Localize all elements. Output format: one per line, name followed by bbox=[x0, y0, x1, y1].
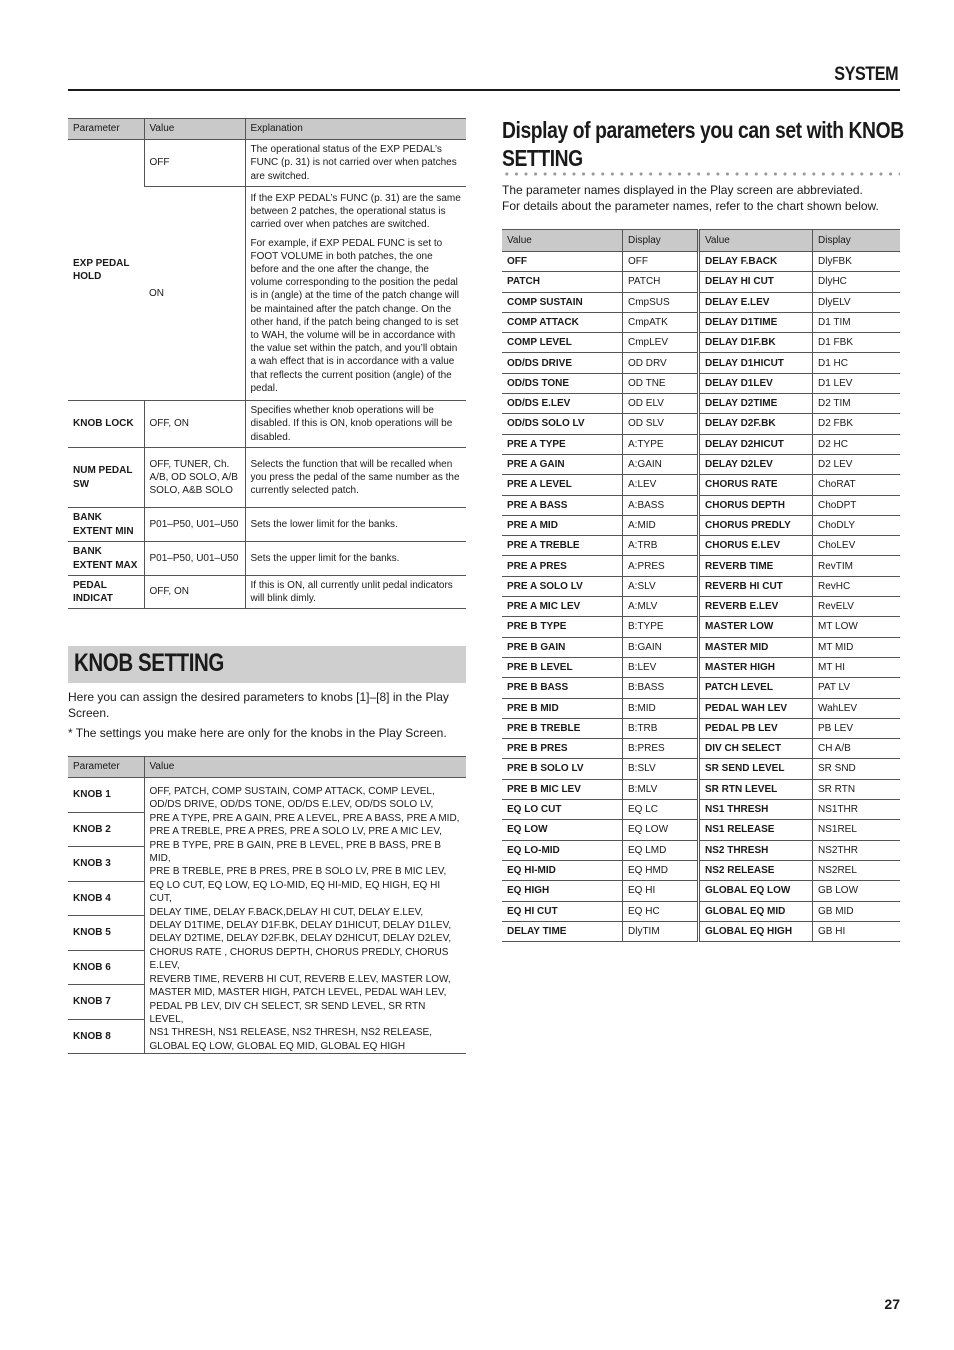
value-cell: PRE A BASS bbox=[502, 495, 623, 515]
value-line: PEDAL PB LEV, DIV CH SELECT, SR SEND LEVEL, SR RTN LEVEL, bbox=[149, 1000, 426, 1025]
value-cell: NS1 THRESH bbox=[699, 800, 813, 820]
display-cell: NS1THR bbox=[813, 800, 901, 820]
display-cell: PB LEV bbox=[813, 718, 901, 738]
value-cell: DELAY D1HICUT bbox=[699, 353, 813, 373]
explanation-cell bbox=[245, 187, 466, 401]
knob-cell: KNOB 4 bbox=[68, 881, 144, 916]
table-row bbox=[502, 576, 900, 596]
section-title: KNOB SETTING bbox=[74, 649, 224, 677]
table-row bbox=[502, 739, 900, 759]
value-line: PRE A TREBLE, PRE A PRES, PRE A SOLO LV, PRE A MIC LEV, bbox=[149, 826, 442, 838]
value-cell: PEDAL PB LEV bbox=[699, 718, 813, 738]
display-cell: DlyTIM bbox=[623, 921, 699, 941]
table-header-row bbox=[68, 757, 466, 778]
value-cell: REVERB TIME bbox=[699, 556, 813, 576]
table-row bbox=[502, 556, 900, 576]
value-cell: PRE B LEVEL bbox=[502, 657, 623, 677]
display-cell: OD SLV bbox=[623, 414, 699, 434]
display-cell: SR RTN bbox=[813, 779, 901, 799]
display-cell: NS2THR bbox=[813, 840, 901, 860]
display-section-title bbox=[502, 116, 904, 172]
value-cell: OD/DS TONE bbox=[502, 373, 623, 393]
intro-line: The parameter names displayed in the Play screen are abbreviated. bbox=[502, 183, 863, 197]
column-header: Value bbox=[502, 230, 623, 252]
value-line: CHORUS RATE , CHORUS DEPTH, CHORUS PREDLY, CHORUS E.LEV, bbox=[149, 946, 449, 972]
explanation-text: For example, if EXP PEDAL FUNC is set to FOOT VOLUME in both patches, the one before and the one after the change, the volume corresponding to the position the pedal is in (angle) at the time of the patch change will be maintained after the patch change. On the other hand, if the patch being changed to is set to WAH, the volume will be in accordance with the value set within the patch, and you’ll obtain a wah effect that is in accordance with a value that reflects the current position (angle) of the pedal. bbox=[250, 237, 459, 394]
header-rule bbox=[68, 89, 900, 91]
display-cell: EQ LMD bbox=[623, 840, 699, 860]
value-cell: PRE B TYPE bbox=[502, 617, 623, 637]
param-cell: KNOB LOCK bbox=[68, 401, 144, 448]
value-cell: NS1 RELEASE bbox=[699, 820, 813, 840]
explanation-cell: Selects the function that will be recalled when you press the pedal of the same number as the currently selected patch. bbox=[245, 448, 466, 508]
column-header: Value bbox=[144, 757, 466, 778]
table-row bbox=[502, 475, 900, 495]
value-cell: DELAY D2TIME bbox=[699, 394, 813, 414]
value-cell: OFF, ON bbox=[144, 401, 245, 448]
value-cell: MASTER HIGH bbox=[699, 657, 813, 677]
param-cell: NUM PEDAL SW bbox=[68, 448, 144, 508]
value-line: MASTER MID, MASTER HIGH, PATCH LEVEL, PEDAL WAH LEV, bbox=[149, 987, 447, 999]
value-cell: DELAY D2F.BK bbox=[699, 414, 813, 434]
value-cell: DELAY F.BACK bbox=[699, 252, 813, 272]
table-row bbox=[68, 448, 466, 508]
table-row bbox=[68, 778, 466, 813]
table-row bbox=[502, 515, 900, 535]
table-row bbox=[502, 860, 900, 880]
knob-cell: KNOB 3 bbox=[68, 847, 144, 882]
table-row bbox=[502, 840, 900, 860]
table-row bbox=[502, 252, 900, 272]
display-cell: CmpLEV bbox=[623, 333, 699, 353]
column-header: Parameter bbox=[68, 757, 144, 778]
display-cell: B:TYPE bbox=[623, 617, 699, 637]
display-cell: A:TYPE bbox=[623, 434, 699, 454]
value-cell: DELAY D1LEV bbox=[699, 373, 813, 393]
display-cell: B:MLV bbox=[623, 779, 699, 799]
display-cell: A:BASS bbox=[623, 495, 699, 515]
value-cell: OD/DS E.LEV bbox=[502, 394, 623, 414]
knob-cell: KNOB 8 bbox=[68, 1019, 144, 1054]
table-row bbox=[502, 333, 900, 353]
value-cell: COMP SUSTAIN bbox=[502, 292, 623, 312]
display-cell: GB MID bbox=[813, 901, 901, 921]
column-header: Display bbox=[623, 230, 699, 252]
table-row bbox=[502, 921, 900, 941]
value-cell: PRE A GAIN bbox=[502, 454, 623, 474]
table-row bbox=[502, 657, 900, 677]
table-row bbox=[68, 401, 466, 448]
display-cell: PATCH bbox=[623, 272, 699, 292]
intro-paragraph: Here you can assign the desired parameters to knobs [1]–[8] in the Play Screen. bbox=[68, 690, 449, 720]
table-row bbox=[502, 901, 900, 921]
table-row bbox=[502, 820, 900, 840]
value-cell: CHORUS PREDLY bbox=[699, 515, 813, 535]
display-cell: A:MID bbox=[623, 515, 699, 535]
dotted-divider bbox=[502, 172, 900, 176]
display-cell: B:TRB bbox=[623, 718, 699, 738]
value-cell: OFF, ON bbox=[144, 576, 245, 609]
value-cell: PRE B SOLO LV bbox=[502, 759, 623, 779]
value-cell: EQ LO-MID bbox=[502, 840, 623, 860]
table-row bbox=[502, 678, 900, 698]
display-cell: SR SND bbox=[813, 759, 901, 779]
value-cell: PRE B GAIN bbox=[502, 637, 623, 657]
display-cell: EQ LC bbox=[623, 800, 699, 820]
display-cell: ChoRAT bbox=[813, 475, 901, 495]
display-cell: CH A/B bbox=[813, 739, 901, 759]
display-cell: MT MID bbox=[813, 637, 901, 657]
table-row bbox=[502, 617, 900, 637]
param-cell: BANK EXTENT MAX bbox=[68, 542, 144, 576]
value-cell: COMP LEVEL bbox=[502, 333, 623, 353]
value-cell: PRE A MIC LEV bbox=[502, 597, 623, 617]
value-line: OFF, PATCH, COMP SUSTAIN, COMP ATTACK, COMP LEVEL, bbox=[149, 786, 435, 797]
value-cell: PATCH bbox=[502, 272, 623, 292]
knob-cell: KNOB 5 bbox=[68, 916, 144, 951]
param-cell: BANK EXTENT MIN bbox=[68, 508, 144, 542]
table-row bbox=[502, 434, 900, 454]
knob-cell: KNOB 7 bbox=[68, 985, 144, 1020]
value-cell: NS2 THRESH bbox=[699, 840, 813, 860]
value-cell: DELAY D2LEV bbox=[699, 454, 813, 474]
table-row bbox=[502, 536, 900, 556]
value-line: OD/DS DRIVE, OD/DS TONE, OD/DS E.LEV, OD/DS SOLO LV, bbox=[149, 799, 434, 811]
display-cell: GB LOW bbox=[813, 881, 901, 901]
intro-line: For details about the parameter names, refer to the chart shown below. bbox=[502, 198, 879, 213]
display-cell: CmpATK bbox=[623, 312, 699, 332]
value-cell: EQ LOW bbox=[502, 820, 623, 840]
display-cell: NS1REL bbox=[813, 820, 901, 840]
table-row bbox=[68, 542, 466, 576]
value-line: DELAY D1TIME, DELAY D1F.BK, DELAY D1HICUT, DELAY D1LEV, bbox=[149, 920, 452, 932]
display-cell: EQ LOW bbox=[623, 820, 699, 840]
table-row bbox=[502, 495, 900, 515]
display-cell: RevELV bbox=[813, 597, 901, 617]
value-cell: PRE A SOLO LV bbox=[502, 576, 623, 596]
display-cell: OFF bbox=[623, 252, 699, 272]
table-row bbox=[502, 759, 900, 779]
display-cell: EQ HC bbox=[623, 901, 699, 921]
display-cell: DlyFBK bbox=[813, 252, 901, 272]
value-cell: OFF, TUNER, Ch. A/B, OD SOLO, A/B SOLO, A&B SOLO bbox=[144, 448, 245, 508]
explanation-cell: If this is ON, all currently unlit pedal indicators will blink dimly. bbox=[245, 576, 466, 609]
value-cell: GLOBAL EQ MID bbox=[699, 901, 813, 921]
table-row bbox=[502, 779, 900, 799]
display-cell: D1 FBK bbox=[813, 333, 901, 353]
table-row bbox=[68, 140, 466, 187]
value-cell: OD/DS SOLO LV bbox=[502, 414, 623, 434]
knob-cell: KNOB 1 bbox=[68, 778, 144, 813]
display-cell: PAT LV bbox=[813, 678, 901, 698]
value-line: NS1 THRESH, NS1 RELEASE, NS2 THRESH, NS2 RELEASE, bbox=[149, 1027, 433, 1039]
value-line: PRE B TREBLE, PRE B PRES, PRE B SOLO LV, PRE B MIC LEV, bbox=[149, 866, 447, 878]
value-cell: P01–P50, U01–U50 bbox=[144, 508, 245, 542]
value-cell: EQ LO CUT bbox=[502, 800, 623, 820]
value-cell: PRE B MIC LEV bbox=[502, 779, 623, 799]
display-cell: B:GAIN bbox=[623, 637, 699, 657]
table-row bbox=[502, 394, 900, 414]
value-line: EQ LO CUT, EQ LOW, EQ LO-MID, EQ HI-MID, EQ HIGH, EQ HI CUT, bbox=[149, 879, 441, 905]
abbreviation-rows bbox=[502, 252, 900, 942]
value-cell: CHORUS E.LEV bbox=[699, 536, 813, 556]
display-cell: B:LEV bbox=[623, 657, 699, 677]
explanation-cell: Sets the upper limit for the banks. bbox=[245, 542, 466, 576]
settings-table bbox=[68, 118, 466, 609]
display-cell: A:PRES bbox=[623, 556, 699, 576]
param-cell: EXP PEDAL HOLD bbox=[68, 140, 144, 401]
table-row bbox=[502, 881, 900, 901]
column-header: Value bbox=[144, 119, 245, 140]
value-cell: CHORUS DEPTH bbox=[699, 495, 813, 515]
table-row bbox=[502, 718, 900, 738]
value-cell: PRE B MID bbox=[502, 698, 623, 718]
display-cell: A:TRB bbox=[623, 536, 699, 556]
value-cell: PRE B PRES bbox=[502, 739, 623, 759]
column-header: Display bbox=[813, 230, 901, 252]
value-line: GLOBAL EQ LOW, GLOBAL EQ MID, GLOBAL EQ HIGH bbox=[149, 1040, 406, 1052]
column-header: Value bbox=[699, 230, 813, 252]
display-cell: B:MID bbox=[623, 698, 699, 718]
display-cell: D2 HC bbox=[813, 434, 901, 454]
display-cell: OD DRV bbox=[623, 353, 699, 373]
value-cell: PRE A TREBLE bbox=[502, 536, 623, 556]
display-cell: D2 LEV bbox=[813, 454, 901, 474]
value-line: PRE B TYPE, PRE B GAIN, PRE B LEVEL, PRE B BASS, PRE B MID, bbox=[149, 839, 442, 865]
table-row bbox=[502, 414, 900, 434]
display-cell: ChoLEV bbox=[813, 536, 901, 556]
value-cell: PATCH LEVEL bbox=[699, 678, 813, 698]
value-cell: DIV CH SELECT bbox=[699, 739, 813, 759]
display-cell: MT HI bbox=[813, 657, 901, 677]
explanation-text: If the EXP PEDAL’s FUNC (p. 31) are the same between 2 patches, the operational status is carried over when patches are switched. bbox=[250, 193, 461, 231]
section-header: SYSTEM bbox=[834, 64, 898, 85]
value-cell: CHORUS RATE bbox=[699, 475, 813, 495]
param-cell: PEDAL INDICAT bbox=[68, 576, 144, 609]
value-cell: DELAY D2HICUT bbox=[699, 434, 813, 454]
display-cell: D1 HC bbox=[813, 353, 901, 373]
explanation-cell: Specifies whether knob operations will be disabled. If this is ON, knob operations will be disabled. bbox=[245, 401, 466, 448]
display-cell: A:MLV bbox=[623, 597, 699, 617]
value-cell: P01–P50, U01–U50 bbox=[144, 542, 245, 576]
value-line: REVERB TIME, REVERB HI CUT, REVERB E.LEV, MASTER LOW, bbox=[149, 973, 451, 985]
table-row bbox=[502, 800, 900, 820]
value-cell: ON bbox=[144, 187, 245, 401]
display-cell: OD TNE bbox=[623, 373, 699, 393]
display-cell: D1 LEV bbox=[813, 373, 901, 393]
value-cell: REVERB HI CUT bbox=[699, 576, 813, 596]
display-cell: A:SLV bbox=[623, 576, 699, 596]
value-cell: NS2 RELEASE bbox=[699, 860, 813, 880]
value-cell: PRE A LEVEL bbox=[502, 475, 623, 495]
value-cell: DELAY D1F.BK bbox=[699, 333, 813, 353]
value-cell: PRE A MID bbox=[502, 515, 623, 535]
display-cell: ChoDPT bbox=[813, 495, 901, 515]
column-header: Explanation bbox=[245, 119, 466, 140]
value-line: DELAY D2TIME, DELAY D2F.BK, DELAY D2HICUT, DELAY D2LEV, bbox=[149, 933, 452, 945]
value-cell: GLOBAL EQ HIGH bbox=[699, 921, 813, 941]
value-cell: MASTER MID bbox=[699, 637, 813, 657]
table-row bbox=[502, 698, 900, 718]
value-cell: PEDAL WAH LEV bbox=[699, 698, 813, 718]
display-cell: RevTIM bbox=[813, 556, 901, 576]
display-cell: OD ELV bbox=[623, 394, 699, 414]
display-cell: D1 TIM bbox=[813, 312, 901, 332]
display-cell: D2 FBK bbox=[813, 414, 901, 434]
display-cell: A:GAIN bbox=[623, 454, 699, 474]
display-cell: EQ HI bbox=[623, 881, 699, 901]
value-cell: EQ HIGH bbox=[502, 881, 623, 901]
display-cell: WahLEV bbox=[813, 698, 901, 718]
value-cell: GLOBAL EQ LOW bbox=[699, 881, 813, 901]
abbreviation-table bbox=[502, 229, 900, 942]
display-cell: B:SLV bbox=[623, 759, 699, 779]
value-cell: PRE A PRES bbox=[502, 556, 623, 576]
display-cell: B:BASS bbox=[623, 678, 699, 698]
value-cell: COMP ATTACK bbox=[502, 312, 623, 332]
value-cell: OD/DS DRIVE bbox=[502, 353, 623, 373]
value-cell: DELAY D1TIME bbox=[699, 312, 813, 332]
display-cell: NS2REL bbox=[813, 860, 901, 880]
value-line: DELAY TIME, DELAY F.BACK,DELAY HI CUT, DELAY E.LEV, bbox=[149, 906, 424, 918]
value-cell: DELAY HI CUT bbox=[699, 272, 813, 292]
value-cell: DELAY TIME bbox=[502, 921, 623, 941]
table-row bbox=[68, 508, 466, 542]
value-line: PRE A TYPE, PRE A GAIN, PRE A LEVEL, PRE A BASS, PRE A MID, bbox=[149, 812, 460, 824]
display-cell: DlyELV bbox=[813, 292, 901, 312]
table-row bbox=[502, 292, 900, 312]
display-cell: B:PRES bbox=[623, 739, 699, 759]
display-cell: EQ HMD bbox=[623, 860, 699, 880]
display-cell: GB HI bbox=[813, 921, 901, 941]
table-row bbox=[502, 637, 900, 657]
display-cell: D2 TIM bbox=[813, 394, 901, 414]
value-cell: OFF bbox=[502, 252, 623, 272]
value-cell: MASTER LOW bbox=[699, 617, 813, 637]
value-cell: DELAY E.LEV bbox=[699, 292, 813, 312]
table-row bbox=[68, 576, 466, 609]
display-intro bbox=[502, 183, 902, 214]
table-row bbox=[502, 353, 900, 373]
knob-setting-heading bbox=[68, 646, 466, 683]
title-line: SETTING bbox=[502, 145, 583, 171]
display-cell: A:LEV bbox=[623, 475, 699, 495]
table-row bbox=[502, 597, 900, 617]
display-cell: MT LOW bbox=[813, 617, 901, 637]
table-header-row bbox=[68, 119, 466, 140]
display-cell: ChoDLY bbox=[813, 515, 901, 535]
display-cell: RevHC bbox=[813, 576, 901, 596]
display-cell: CmpSUS bbox=[623, 292, 699, 312]
table-row bbox=[502, 373, 900, 393]
explanation-cell: Sets the lower limit for the banks. bbox=[245, 508, 466, 542]
explanation-cell: The operational status of the EXP PEDAL’s FUNC (p. 31) is not carried over when patches are switched. bbox=[245, 140, 466, 187]
knob-cell: KNOB 6 bbox=[68, 950, 144, 985]
table-header-row bbox=[502, 230, 900, 252]
column-header: Parameter bbox=[68, 119, 144, 140]
value-cell: SR SEND LEVEL bbox=[699, 759, 813, 779]
value-cell: PRE B TREBLE bbox=[502, 718, 623, 738]
knob-table bbox=[68, 756, 466, 1054]
knob-values-cell bbox=[144, 778, 466, 1054]
value-cell: OFF bbox=[144, 140, 245, 187]
value-cell: EQ HI-MID bbox=[502, 860, 623, 880]
note-paragraph: * The settings you make here are only for the knobs in the Play Screen. bbox=[68, 726, 447, 740]
value-cell: PRE B BASS bbox=[502, 678, 623, 698]
value-cell: PRE A TYPE bbox=[502, 434, 623, 454]
table-row bbox=[502, 312, 900, 332]
display-cell: DlyHC bbox=[813, 272, 901, 292]
value-cell: REVERB E.LEV bbox=[699, 597, 813, 617]
table-row bbox=[502, 272, 900, 292]
value-cell: SR RTN LEVEL bbox=[699, 779, 813, 799]
value-cell: EQ HI CUT bbox=[502, 901, 623, 921]
table-row bbox=[502, 454, 900, 474]
title-line: Display of parameters you can set with KNOB bbox=[502, 117, 904, 143]
knob-cell: KNOB 2 bbox=[68, 812, 144, 847]
page-number: 27 bbox=[884, 1296, 900, 1312]
